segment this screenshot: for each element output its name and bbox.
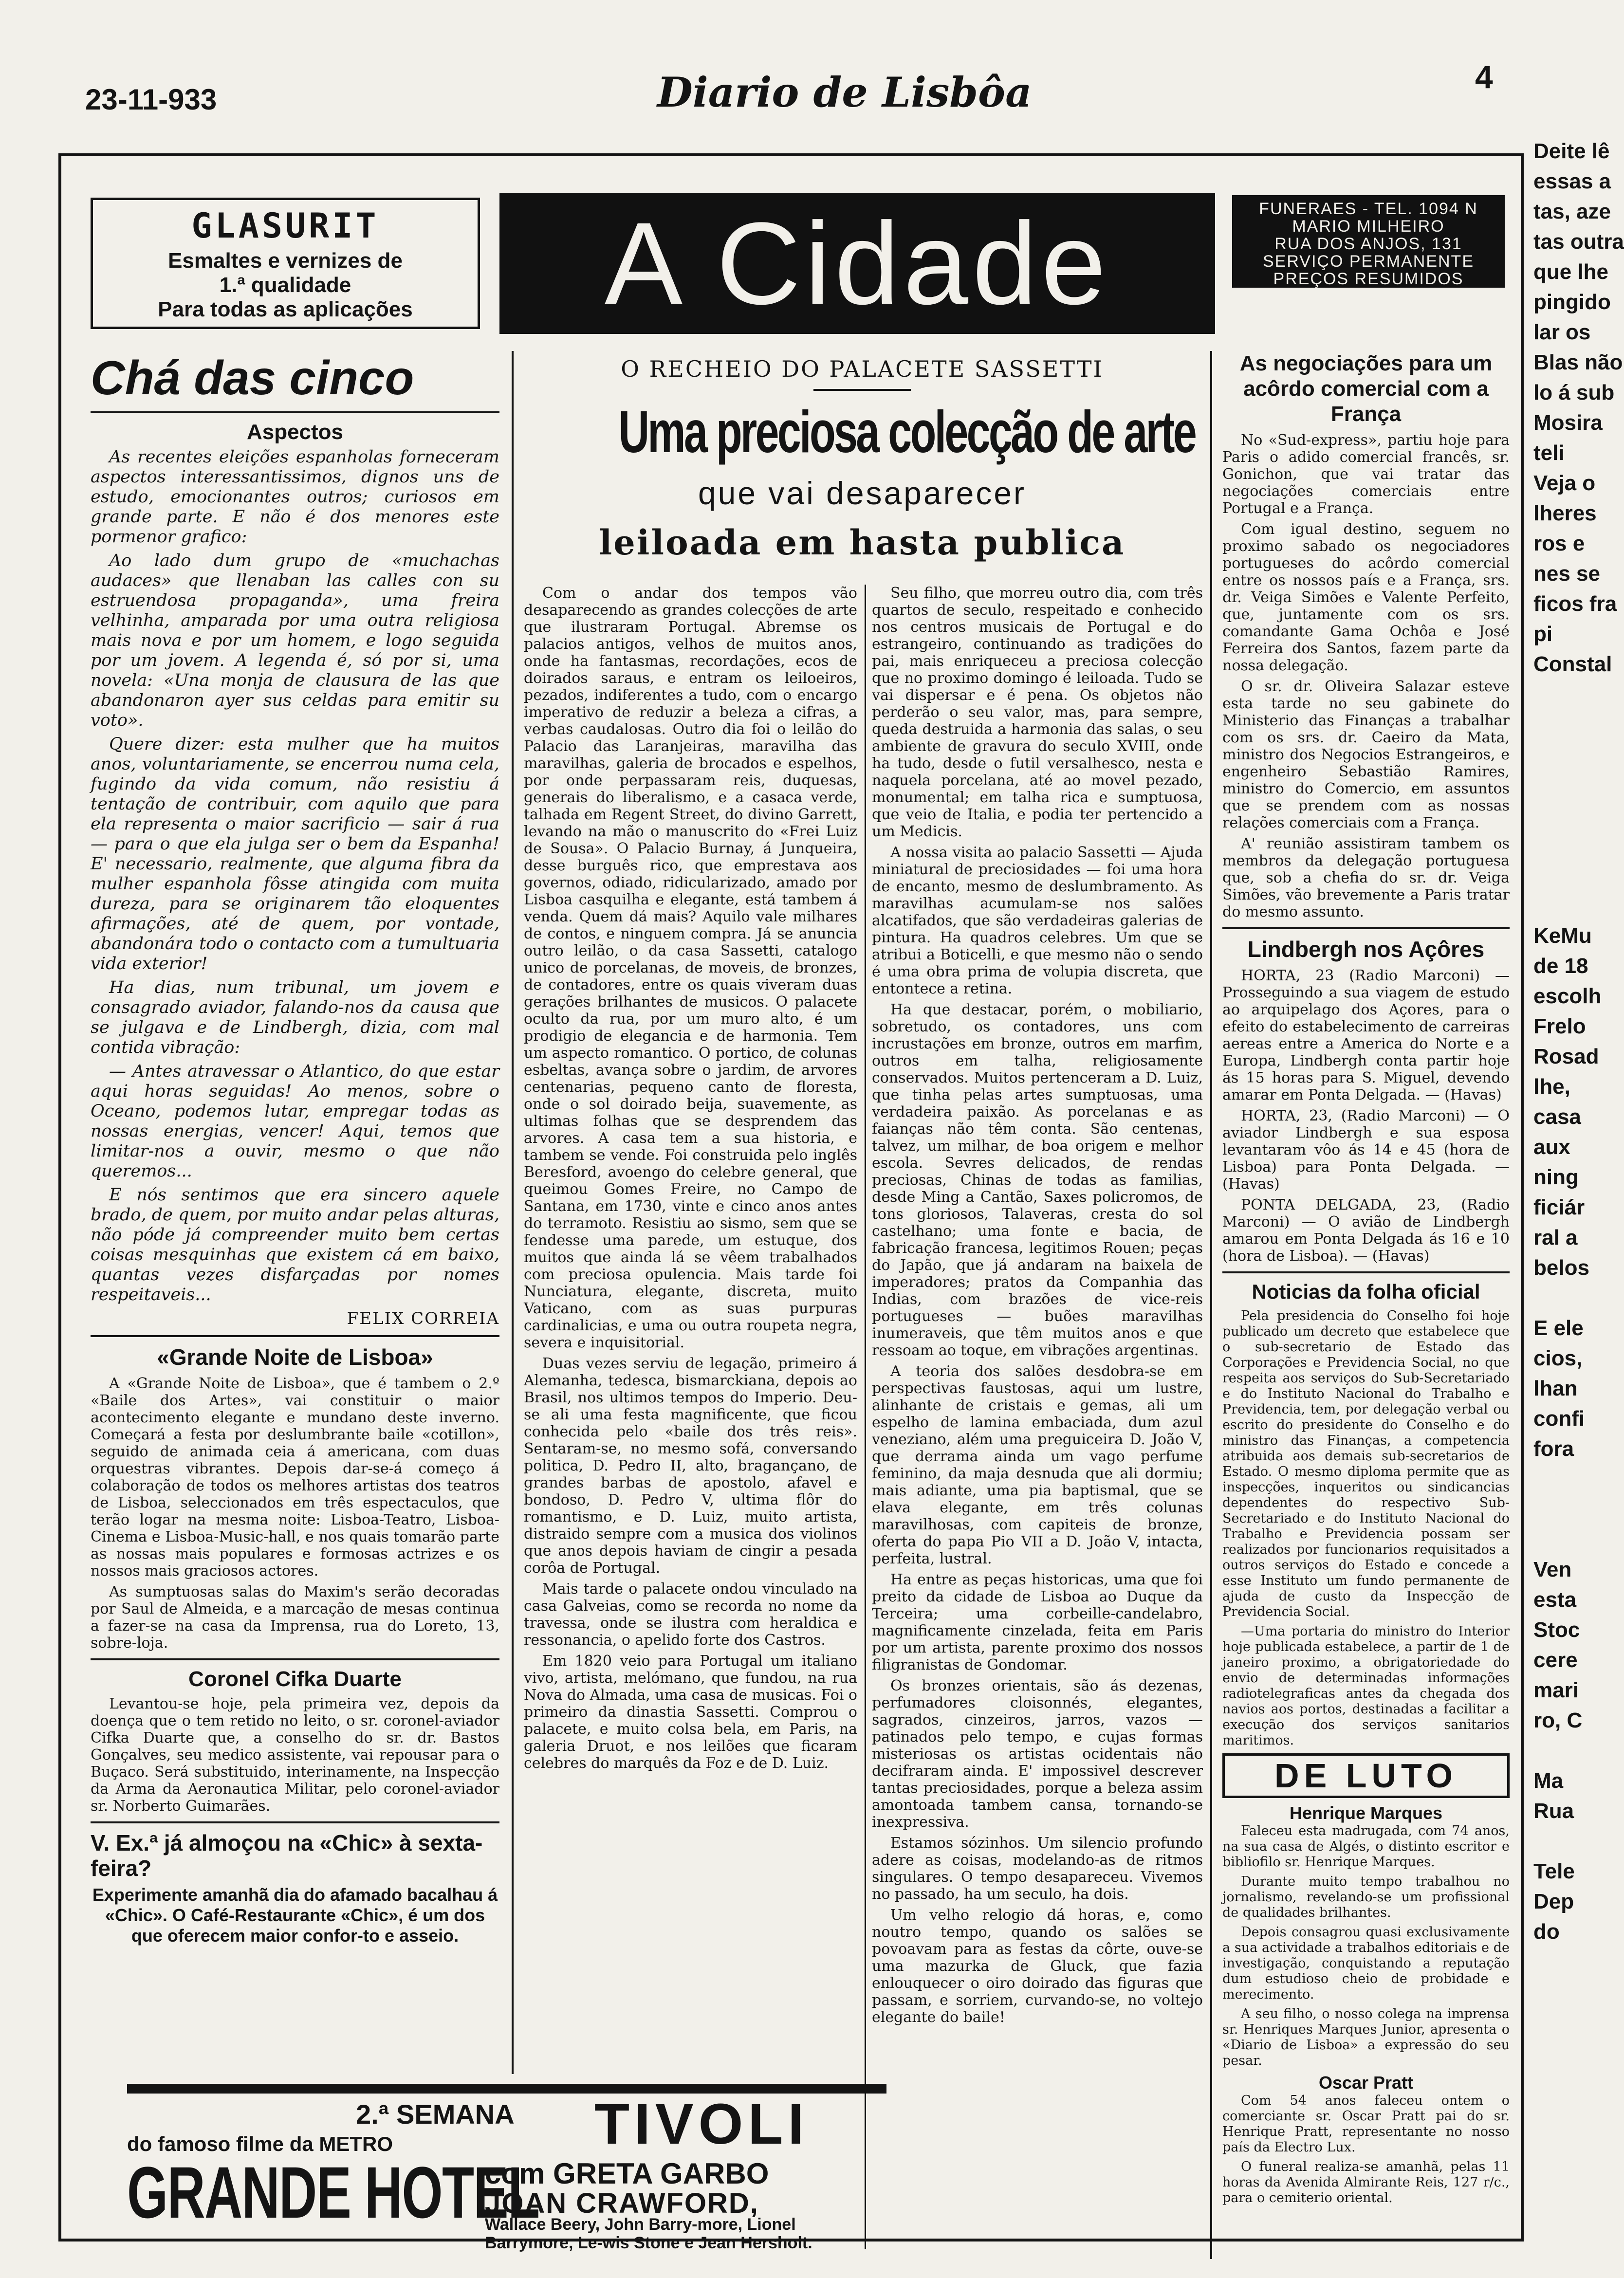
strip-fragment: Veja o [1533, 471, 1596, 495]
column-rule [865, 585, 866, 2249]
strip-fragment: esta [1533, 1588, 1577, 1612]
funeraes-line1: FUNERAES - TEL. 1094 N [1259, 200, 1478, 218]
funeraes-line5: PREÇOS RESUMIDOS [1273, 270, 1464, 288]
strip-fragment [1533, 680, 1605, 710]
strip-fragment: Ven [1533, 1558, 1572, 1581]
strip-fragment: Mosira [1533, 411, 1603, 435]
strip-fragment: Rua [1533, 1799, 1574, 1823]
strip-fragment: ro, C [1533, 1708, 1583, 1732]
paragraph: A' reunião assistiram tambem os membros da delegação portuguesa que, sob a chefia do sr. dr. Veiga Simões, vão brevemente a Paris tratar do mesmo assunto. [1222, 835, 1510, 920]
tivoli-subtitle: do famoso filme da METRO [127, 2132, 393, 2155]
strip-fragment: fora [1533, 1437, 1574, 1461]
strip-fragment [1533, 710, 1605, 740]
strip-fragment: belos [1533, 1256, 1589, 1280]
coronel-title: Coronel Cifka Duarte [188, 1667, 402, 1691]
tivoli-film: GRANDE HOTEL [127, 2151, 539, 2233]
paragraph: PONTA DELGADA, 23, (Radio Marconi) — O avião de Lindbergh amarou em Ponta Delgada ás 16 e 10 (hora de Lisboa). — (Havas) [1222, 1196, 1510, 1265]
tivoli-week: 2.ª SEMANA [356, 2099, 515, 2130]
strip-fragment: Rosad [1533, 1045, 1599, 1068]
obituary-name: Henrique Marques [1289, 1803, 1443, 1823]
chic-ad [91, 1830, 499, 1946]
strip-fragment: nes se [1533, 562, 1600, 586]
column-cha-das-cinco [91, 351, 499, 1946]
strip-fragment [1533, 1525, 1605, 1555]
paragraph: Em 1820 veio para Portugal um italiano vivo, artista, melómano, que fundou, na rua Nova do Almada, uma casa de musicas. Foi o primeiro da dinastia Sassetti. Comprou o palacete, e muito colsa bela, em Paris, na galeria Druot, e nos leilões que ficaram celebres do marquês da Foz e de D. Luiz. [524, 1653, 857, 1772]
strip-fragment: ning [1533, 1165, 1579, 1189]
main-story-column-b [872, 585, 1203, 2030]
strip-fragment [1533, 891, 1605, 921]
paragraph: Faleceu esta madrugada, com 74 anos, na sua casa de Algés, o distinto escritor e bibliofilo sr. Henrique Marques. [1222, 1823, 1510, 1870]
column-rule [1210, 351, 1212, 2259]
strip-fragment: Ma [1533, 1769, 1564, 1793]
chic-body: Experimente amanhã dia do afamado bacalhau á «Chic». O Café-Restaurante «Chic», é um dos que oferecem maior confor-to e asseio. [92, 1885, 498, 1946]
strip-fragment: aux [1533, 1135, 1570, 1159]
kicker-title: Chá das cinco [91, 351, 414, 404]
main-story-column-a [524, 585, 857, 1776]
paragraph: Com 54 anos faleceu ontem o comerciante sr. Oscar Pratt pai do sr. Henrique Pratt, representante no nosso país da Electro Lux. [1222, 2093, 1510, 2155]
strip-fragment [1533, 1464, 1605, 1494]
paragraph: Duas vezes serviu de legação, primeiro á Alemanha, tedesca, bismarckiana, depois ao Brasil, nos ultimos tempos do Imperio. Deu-se ali uma festa magnificente, que ficou conhecida pelo «baile dos três reis». Sentaram-se, no mesmo sofá, conversando politica, D. Pedro II, alto, bragançano, de grandes barbas de apostolo, afavel e bondoso, D. Pedro V, ultima flôr do romantismo, e D. Luiz, muito artista, distraido sempre com a musica dos violinos que anos depois haviam de cingir a pesada corôa de Portugal. [524, 1355, 857, 1577]
paragraph: Durante muito tempo trabalhou no jornalismo, revelando-se um profissional de qualidades brilhantes. [1222, 1874, 1510, 1920]
strip-fragment: lhe, [1533, 1075, 1570, 1099]
strip-fragment: tas, aze [1533, 200, 1611, 223]
strip-fragment [1533, 1736, 1605, 1766]
paragraph: O funeral realiza-se amanhã, pelas 11 horas da Avenida Almirante Reis, 127 r/c., para o cemiterio oriental. [1222, 2159, 1510, 2205]
glasurit-line3: Para todas as aplicações [158, 297, 413, 321]
strip-fragment [1533, 861, 1605, 891]
strip-fragment: Frelo [1533, 1014, 1586, 1038]
strip-fragment [1533, 770, 1605, 800]
section-title: A Cidade [604, 198, 1110, 329]
glasurit-line1: Esmaltes e vernizes de [168, 249, 403, 273]
paragraph: A teoria dos salões desdobra-se em perspectivas faustosas, aqui um lustre, alinhante de cristais e gemas, ali um espelho de lamina embaciada, dum azul veneziano, além uma preguiceira D. João V, que derrama ainda um vago perfume feminino, da maja desnuda que ali dormiu; mais adiante, uma pia baptismal, que se elava elegante, em três colunas maravilhosas, com capiteis de bronze, oferta do papa Pio VII a D. João V, intacta, perfeita, lustral. [872, 1363, 1203, 1567]
divider [91, 411, 499, 413]
strip-fragment: E ele [1533, 1316, 1584, 1340]
strip-fragment: mari [1533, 1678, 1579, 1702]
paragraph: Estamos sózinhos. Um silencio profundo adere as coisas, modelando-as de ritmos singulares. O tempo desapareceu. Vivemos no passado, ha um seculo, ha dois. [872, 1835, 1203, 1903]
paragraph: No «Sud-express», partiu hoje para Paris o adido comercial francês, sr. Gonichon, que vai tratar das negociações comerciais entre Portugal e a França. [1222, 432, 1510, 517]
paragraph: E nós sentimos que era sincero aquele brado, de quem, por muito andar pelas alturas, não póde já compreender muito bem certas coisas mesquinhas que existem cá em baixo, quantas vezes disfarçadas por nomes respeitaveis... [91, 1185, 499, 1304]
adjacent-page-strip [1533, 136, 1624, 1944]
paragraph: Ao lado dum grupo de «muchachas audaces» que llenaban las calles con su estruendosa propaganda», uma freira velhinha, amparada por uma outra religiosa mais nova e por um homem, e logo seguida por um jovem. A legenda é, só por si, uma novela: «Una monja de clausura de las que abandonaron ayer sus celdas para emitir su voto». [91, 551, 499, 730]
tivoli-stars1: com GRETA GARBO [485, 2157, 769, 2190]
strip-fragment: Tele [1533, 1859, 1575, 1883]
folha-oficial-title: Noticias da folha oficial [1252, 1280, 1480, 1303]
subhead: Aspectos [246, 420, 344, 444]
negociacoes-title: As negociações para um acôrdo comercial com a França [1239, 351, 1493, 426]
headline: Uma preciosa colecção de arte [618, 399, 1196, 465]
paragraph: Ha dias, num tribunal, um jovem e consagrado aviador, falando-nos da causa que se julgava e de Lindbergh, dizia, com mal contida vibração: [91, 978, 499, 1057]
strip-fragment: Constal [1533, 652, 1612, 676]
strip-fragment: Blas não [1533, 350, 1623, 374]
strip-fragment: cios, [1533, 1346, 1583, 1370]
strip-fragment: Stoc [1533, 1618, 1580, 1642]
strip-fragment: confi [1533, 1407, 1585, 1431]
signature: FELIX CORREIA [347, 1309, 499, 1328]
paragraph: Mais tarde o palacete ondou vinculado na casa Galveias, como se recorda no nome da travessa, onde se ilustra com heraldica e ressonancia, o apelido forte dos Castros. [524, 1580, 857, 1649]
strip-fragment: lar os [1533, 320, 1591, 344]
strip-fragment [1533, 1494, 1605, 1525]
divider [1222, 1271, 1510, 1273]
main-story-header [524, 356, 1200, 563]
strip-fragment: do [1533, 1920, 1560, 1944]
tivoli-venue: TIVOLI [594, 2092, 809, 2156]
paragraph: As sumptuosas salas do Maxim's serão decoradas por Saul de Almeida, e a marcação de mesas continua a fazer-se na casa da Imprensa, rua do Loreto, 13, sobre-loja. [91, 1583, 499, 1652]
lindbergh-title: Lindbergh nos Açôres [1247, 937, 1485, 962]
paragraph: —Uma portaria do ministro do Interior hoje publicada estabelece, a partir de 1 de janeiro proximo, a obrigatoriedade do envio de determinadas informações radiotelegraficas antes da chegada dos navios aos portos, destinadas a facilitar a execução dos serviços sanitarios maritimos. [1222, 1624, 1510, 1748]
paragraph: Um velho relogio dá horas, e, como noutro tempo, quando os salões se povoavam para as festas da côrte, ouve-se uma mazurka de Gluck, que fazia enlouquecer o oiro doirado das figuras que passam, e sorriem, curvando-se, no voltejo elegante do baile! [872, 1907, 1203, 2026]
strip-fragment: tas outra [1533, 230, 1624, 254]
paragraph: Com o andar dos tempos vão desaparecendo as grandes colecções de arte que ilustraram Portugal. Abremse os palacios antigos, velhos de muitos anos, onde ha fantasmas, recordações, ecos de doirados saraus, e entram os leiloeiros, pezados, indiferentes a tudo, com o encargo imperativo de reduzir a beleza a cifras, a verbas caudalosas. Outro dia foi o leilão do Palacio das Laranjeiras, maravilha das maravilhas, galeria de brocados e espelhos, por onde perpassaram reis, duquesas, generais do liberalismo, e a casaca verde, talhada em Regent Street, do divino Garrett, levando na mão o manuscrito do «Frei Luiz de Sousa». O Palacio Burnay, á Junqueira, desse burguês rico, que emprestava aos governos, odiado, ridicularizado, amado por Lisboa casquilha e elegante, está tambem á venda. Quem dá mais? Aquilo vale milhares de contos, e ninguem compra. Já se anuncia outro leilão, o da casa Sassetti, catalogo unico de porcelanas, de moveis, de bronzes, de contadores, entre os quais viveram duas gerações brilhantes de musicos. O palacete oculto da rua, por um muro alto, é um prodigio de elegancia e de harmonia. Tem um aspecto romantico. O portico, de colunas esbeltas, avança sobre o jardim, de arvores centenarias, pequeno canto de floresta, onde o sol doirado beija, suavemente, as ultimas folhas que se desprendem das arvores. A casa tem a sua historia, e tambem se vende. Foi construida pelo inglês Beresford, avoengo do celebre general, que queimou Gomes Freire, no Campo de Santana, em 1730, vinte e cinco anos antes do terramoto. Resistiu ao sismo, sem que se fendesse uma parede, um estuque, dos muitos que ainda lá se vêem trabalhados com preciosa opulencia. Mais tarde foi Nunciatura, elegante, discreta, muito Vaticano, com as suas purpuras cardinalicias, e uma ou outra roupeta negra, severa e inquisitorial. [524, 585, 857, 1351]
overline-rule [813, 389, 911, 391]
strip-fragment: escolh [1533, 984, 1602, 1008]
funeraes-line3: RUA DOS ANJOS, 131 [1274, 235, 1462, 253]
obituary-name: Oscar Pratt [1318, 2073, 1414, 2093]
divider [91, 1658, 499, 1660]
paragraph: Levantou-se hoje, pela primeira vez, depois da doença que o tem retido no leito, o sr. coronel-aviador Cifka Duarte que, a conselho do sr. dr. Bastos Gonçalves, seu medico assistente, vai repousar para o Buçaco. Será substituido, interinamente, na Inspecção da Arma da Aeronautica Militar, pelo coronel-aviador sr. Norberto Guimarães. [91, 1695, 499, 1815]
glasurit-brand: GLASURIT [191, 206, 379, 246]
paragraph: Pela presidencia do Conselho foi hoje publicado um decreto que estabelece que o sub-secretario de Estado das Corporações e Previdencia Social, no que respeita aos serviços do Sub-Secretariado e do Instituto Nacional do Trabalho e Previdencia, tem, por delegação verbal ou escrito do presidente do Conselho e do ministro das Finanças, a competencia atribuida aos demais sub-secretarios de Estado. O mesmo diploma permite que as inspecções, inqueritos ou sindicancias dependentes do respectivo Sub-Secretariado e do Instituto Nacional do Trabalho e Previdencia possam ser realizados por funcionarios requisitados a outros serviços do Estado e concede a esse Instituto um fundo permanente de ajuda de custo da Inspecção de Previdencia Social. [1222, 1308, 1510, 1619]
strip-fragment: que lhe [1533, 260, 1609, 284]
glasurit-line2: 1.ª qualidade [219, 273, 351, 297]
divider [91, 1335, 499, 1337]
paragraph: As recentes eleições espanholas forneceram aspectos interessantissimos, dignos uns de estudo, emocionantes outros; curiosos em grande parte. E não é dos menores este pormenor grafico: [91, 447, 499, 547]
deck: que vai desaparecer [698, 475, 1027, 511]
strip-fragment: cere [1533, 1648, 1578, 1672]
strip-fragment: pingido [1533, 290, 1611, 314]
paragraph: Seu filho, que morreu outro dia, com três quartos de seculo, respeitado e conhecido nos centros musicais de Portugal e do estrangeiro, continuando as tradições do pai, mais enriqueceu a preciosa colecção que no proximo domingo é leiloada. Tudo se vai dispersar e é pena. Os objetos não perderão o seu valor, mas, para sempre, queda destruida a harmonia das salas, o seu ambiente de gravura do seculo XVIII, onde ha tudo, desde o futil versalhesco, nesta e naquela porcelana, até ao movel pezado, monumental; em talha rica e sumptuosa, que veio de Italia, e podia ter pertencido a um Medicis. [872, 585, 1203, 840]
strip-fragment: essas a [1533, 169, 1611, 193]
deck-second: leiloada em hasta publica [599, 522, 1126, 563]
divider [91, 1821, 499, 1823]
funeraes-line2: MARIO MILHEIRO [1292, 217, 1445, 236]
strip-fragment: teli [1533, 441, 1565, 465]
chic-title: V. Ex.ª já almoçou na «Chic» à sexta-feira? [91, 1830, 483, 1881]
paragraph: Quere dizer: esta mulher que ha muitos anos, voluntariamente, se encerrou numa cela, fugindo da vida comum, não resistiu á tentação de contribuir, com aquilo que para ela representa o maior sacrificio — sair á rua — para o que ela julga ser o bem da Espanha! E' necessario, realmente, que alguma fibra da mulher espanhola fôsse atingida com muita dureza, para se originarem tão eloquentes afirmações, até de quem, por vontade, abandonára todo o contacto com a tumultuaria vida exterior! [91, 735, 499, 974]
strip-fragment [1533, 830, 1605, 861]
funeraes-ad [1232, 195, 1505, 288]
strip-fragment: KeMu [1533, 924, 1592, 948]
strip-fragment: ros e [1533, 532, 1585, 555]
luto-title: DE LUTO [1274, 1757, 1458, 1795]
strip-fragment: Dep [1533, 1890, 1574, 1913]
tivoli-stars3: Wallace Beery, John Barry-more, Lionel Barrymore, Le-wis Stone e Jean Hersholt. [485, 2215, 812, 2252]
section-banner [499, 193, 1215, 334]
strip-fragment: de 18 [1533, 954, 1588, 978]
paragraph: O sr. dr. Oliveira Salazar esteve esta tarde no seu gabinete do Ministerio das Finanças a trabalhar com os srs. dr. Caeiro da Mata, ministro dos Negocios Estrangeiros, e engenheiro Sebastião Ramires, ministro do Comercio, em assuntos que se prendem com as nossas relações comerciais com a França. [1222, 678, 1510, 831]
paragraph: HORTA, 23 (Radio Marconi) — Prosseguindo a sua viagem de estudo ao arquipelago dos Açores, para o efeito do estabelecimento de carreiras aereas entre a America do Norte e a Europa, Lindbergh conta partir hoje ás 15 horas para S. Miguel, devendo amarar em Ponta Delgada. — (Havas) [1222, 967, 1510, 1103]
strip-fragment: ficos fra [1533, 592, 1617, 616]
paragraph: Depois consagrou quasi exclusivamente a sua actividade a trabalhos editoriais e de investigação, conquistando a reputação dum estudioso cheio de probidade e merecimento. [1222, 1925, 1510, 2002]
strip-fragment: ficiár [1533, 1195, 1585, 1219]
paragraph: A seu filho, o nosso colega na imprensa sr. Henriques Marques Junior, apresenta o «Diario de Lisboa» a expressão do seu pesar. [1222, 2006, 1510, 2068]
page-number: 4 [1475, 59, 1493, 95]
paragraph: Ha entre as peças historicas, uma que foi preito da cidade de Lisboa ao Duque da Terceira; uma corbeille-candelabro, magnificamente cinzelada, feita em Paris por um artista, parente proximo dos nossos filigranistas de Gondomar. [872, 1571, 1203, 1673]
strip-fragment [1533, 740, 1605, 770]
paragraph: Ha que destacar, porém, o mobiliario, sobretudo, os contadores, uns com incrustações em bronze, outros em marfim, outros em talha, religiosamente conservados. Muitos pertenceram a D. Luiz, que tinha pelas artes sumptuosas, uma verdadeira paixão. As porcelanas e as faianças não têm conta. São centenas, talvez, um milhar, de boa origem e melhor escola. Sevres delicados, de rendas preciosas, Chinas de todas as familias, desde Ming a Cantão, Saxes policromos, de tons gloriosos, Talaveras, cresta do sol castelhano; uma fonte e bacia, de fabricação francesa, legitimos Rouen; peças do Japão, que já andaram na baixela de imperadores; pratos da Companhia das Indias, com brazões de vice-reis portugueses — buões maravilhas inumeraveis, que têm muitos anos e que ressoam ao toque, em vibrações argentinas. [872, 1001, 1203, 1359]
funeraes-line4: SERVIÇO PERMANENTE [1262, 252, 1474, 271]
strip-fragment: casa [1533, 1105, 1581, 1129]
paragraph: A «Grande Noite de Lisboa», que é tambem o 2.º «Baile dos Artes», vai constituir o maior acontecimento elegante e mundano deste inverno. Começará a festa por deslumbrante baile «cotillon», seguido de animada ceia á americana, com duas orquestras vibrantes. Depois dar-se-á começo á colaboração de todos os melhores artistas dos teatros de Lisboa, seleccionados em três espectaculos, que terão logar na mesma noite: Lisboa-Teatro, Lisboa-Cinema e Lisboa-Music-hall, e nos quais tomarão parte as nossas mais populares e formosas actrizes e os nossos mais graciosos actores. [91, 1375, 499, 1580]
luto-box [1222, 1753, 1510, 1798]
strip-fragment: ral a [1533, 1226, 1578, 1249]
noite-title: «Grande Noite de Lisboa» [157, 1344, 433, 1370]
strip-fragment [1533, 800, 1605, 830]
strip-fragment: lhan [1533, 1377, 1578, 1400]
strip-fragment: pi [1533, 622, 1553, 646]
tivoli-ad [127, 2084, 886, 2252]
strip-fragment [1533, 1283, 1605, 1313]
paragraph: Os bronzes orientais, são ás dezenas, perfumadores cloisonnés, elegantes, sagrados, cinzeiros, jarros, vazos — patinados pelo tempo, e cujas formas misteriosas os artistas ocidentais não decifraram ainda. E' impossivel descrever tantas preciosidades, porque a beleza assim amontoada tambem cansa, tornando-se inexpressiva. [872, 1677, 1203, 1831]
paragraph: — Antes atravessar o Atlantico, do que estar aqui horas seguidas! Ao menos, sobre o Oceano, podemos lutar, empregar todas as nossas energias, vencer! Aqui, temos que limitar-nos a ouvir, mesmo o que não queremos... [91, 1062, 499, 1181]
glasurit-ad [91, 198, 480, 329]
column-right [1222, 351, 1510, 2210]
paragraph: Com igual destino, seguem no proximo sabado os negociadores portugueses do acôrdo comercial entre os nossos país e a França, srs. dr. Veiga Simões e Valente Perfeito, que, juntamente com os srs. comandante Gama Ochôa e José Ferreira dos Santos, fazem parte da nossa delegação. [1222, 521, 1510, 674]
paragraph: HORTA, 23, (Radio Marconi) — O aviador Lindbergh e sua esposa levantaram vôo ás 14 e 45 (hora de Lisboa) para Ponta Delgada. — (Havas) [1222, 1107, 1510, 1193]
strip-fragment: lo á sub [1533, 381, 1615, 404]
overline: O RECHEIO DO PALACETE SASSETTI [621, 356, 1104, 382]
strip-fragment: Deite lê [1533, 139, 1610, 163]
divider [1222, 927, 1510, 929]
strip-fragment [1533, 1826, 1605, 1856]
tivoli-stars2: JOAN CRAWFORD, [485, 2187, 759, 2219]
newspaper-name: Diario de Lisbôa [657, 68, 1032, 116]
page-frame [58, 153, 1524, 2252]
paragraph: A nossa visita ao palacio Sassetti — Ajuda miniatural de preciosidades — foi uma hora de encanto, mesmo de deslumbramento. As maravilhas acumulam-se nos salões alcatifados, que são verdadeiras galerias de pintura. Ha quadros celebres. Um que se atribui a Boticelli, e que mesmo não o sendo é uma obra prima de volupia discreta, que entontece a retina. [872, 844, 1203, 997]
column-rule [512, 351, 514, 2074]
strip-fragment: lheres [1533, 501, 1597, 525]
issue-date: 23-11-933 [85, 83, 217, 116]
